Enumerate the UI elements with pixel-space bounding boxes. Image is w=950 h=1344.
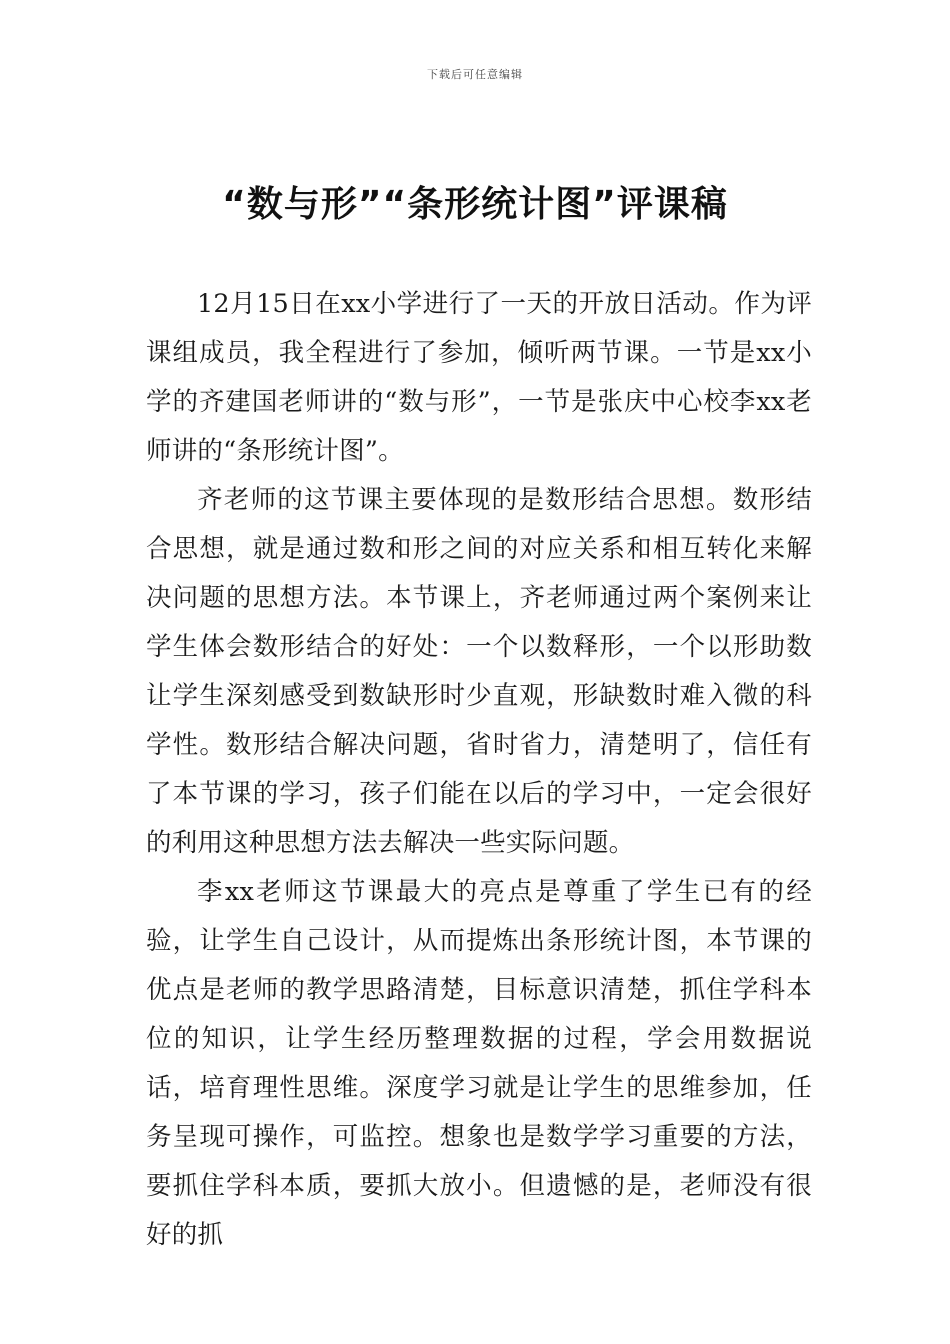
header-note: 下载后可任意编辑 [427, 68, 523, 81]
paragraph-3: 李xx老师这节课最大的亮点是尊重了学生已有的经验，让学生自己设计，从而提炼出条形统计图，本节课的优点是老师的教学思路清楚，目标意识清楚，抓住学科本位的知识，让学生经历整理数据的过程，学会用数据说话，培育理性思维。深度学习就是让学生的思维参加，任务呈现可操作，可监控。想象也是数学学习重要的方法，要抓住学科本质，要抓大放小。但遗憾的是，老师没有很好的抓 [146, 877, 812, 1250]
paragraph-1: 12月15日在xx小学进行了一天的开放日活动。作为评课组成员，我全程进行了参加，倾听两节课。一节是xx小学的齐建国老师讲的“数与形”，一节是张庆中心校李xx老师讲的“条形统计图”。 [146, 289, 812, 466]
paragraph-2: 齐老师的这节课主要体现的是数形结合思想。数形结合思想，就是通过数和形之间的对应关系和相互转化来解决问题的思想方法。本节课上，齐老师通过两个案例来让学生体会数形结合的好处：一个以数释形，一个以形助数让学生深刻感受到数缺形时少直观，形缺数时难入微的科学性。数形结合解决问题，省时省力，清楚明了，信任有了本节课的学习，孩子们能在以后的学习中，一定会很好的利用这种思想方法去解决一些实际问题。 [146, 485, 812, 858]
document-title: “数与形”“条形统计图”评课稿 [222, 184, 728, 225]
document-body [146, 280, 812, 1260]
